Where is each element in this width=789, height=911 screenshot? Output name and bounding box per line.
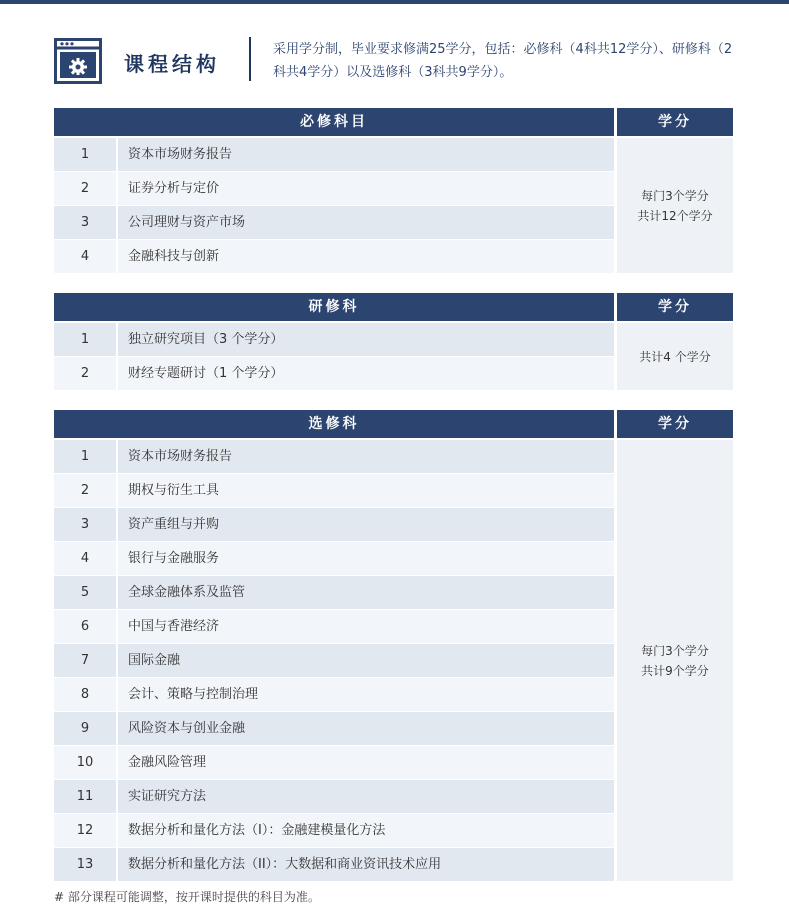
required-courses-table [54, 108, 733, 272]
course-name: 会计、策略与控制治理 [118, 678, 614, 711]
page-title: 课程结构 [124, 52, 220, 76]
credit-line: 共计9个学分 [641, 663, 709, 678]
table-row [54, 240, 614, 273]
credit-line: 每门3个学分 [641, 188, 709, 203]
table-row [54, 138, 614, 171]
table-row [54, 172, 614, 205]
table-row [54, 206, 614, 239]
row-number: 4 [54, 542, 116, 575]
row-number: 5 [54, 576, 116, 609]
row-number: 13 [54, 848, 116, 881]
course-name: 国际金融 [118, 644, 614, 677]
course-name: 证券分析与定价 [118, 172, 614, 205]
section-header [54, 34, 744, 86]
course-name: 金融科技与创新 [118, 240, 614, 273]
credit-line: 每门3个学分 [641, 643, 709, 658]
footnote: # 部分课程可能调整，按开课时提供的科目为准。 [54, 890, 320, 904]
row-number: 2 [54, 357, 116, 390]
row-number: 11 [54, 780, 116, 813]
research-heading: 研修科 [54, 293, 614, 321]
row-number: 2 [54, 172, 116, 205]
course-name: 数据分析和量化方法（II）：大数据和商业资讯技术应用 [118, 848, 614, 881]
course-name: 资产重组与并购 [118, 508, 614, 541]
elective-heading: 选修科 [54, 410, 614, 438]
course-name: 全球金融体系及监管 [118, 576, 614, 609]
header-divider [249, 37, 251, 81]
row-number: 9 [54, 712, 116, 745]
credit-line: 共计4 个学分 [639, 349, 711, 364]
required-heading: 必修科目 [54, 108, 614, 136]
row-number: 3 [54, 508, 116, 541]
row-number: 10 [54, 746, 116, 779]
table-row [54, 678, 614, 711]
table-row [54, 610, 614, 643]
row-number: 7 [54, 644, 116, 677]
top-accent-bar [0, 0, 789, 4]
course-name: 数据分析和量化方法（I）：金融建模量化方法 [118, 814, 614, 847]
table-row [54, 814, 614, 847]
course-name: 金融风险管理 [118, 746, 614, 779]
credit-heading: 学分 [617, 108, 733, 136]
table-row [54, 474, 614, 507]
table-row [54, 357, 614, 390]
table-header [54, 410, 733, 438]
table-header [54, 108, 733, 136]
table-row [54, 644, 614, 677]
row-number: 1 [54, 440, 116, 473]
table-row [54, 780, 614, 813]
elective-courses-table [54, 410, 733, 882]
browser-window-gear-icon [54, 38, 102, 84]
credit-heading: 学分 [617, 293, 733, 321]
credit-cell [617, 323, 733, 390]
course-name: 实证研究方法 [118, 780, 614, 813]
credit-cell [617, 440, 733, 881]
row-number: 4 [54, 240, 116, 273]
row-number: 2 [54, 474, 116, 507]
table-header [54, 293, 733, 321]
table-row [54, 323, 614, 356]
course-name: 期权与衍生工具 [118, 474, 614, 507]
course-name: 公司理财与资产市场 [118, 206, 614, 239]
row-number: 1 [54, 138, 116, 171]
row-number: 6 [54, 610, 116, 643]
course-name: 中国与香港经济 [118, 610, 614, 643]
row-number: 12 [54, 814, 116, 847]
row-number: 8 [54, 678, 116, 711]
course-name: 资本市场财务报告 [118, 138, 614, 171]
table-row [54, 440, 614, 473]
table-row [54, 848, 614, 881]
course-name: 风险资本与创业金融 [118, 712, 614, 745]
header-description: 采用学分制，毕业要求修满25学分，包括：必修科（4科共12学分）、研修科（2科共4学分）以及选修科（3科共9学分）。 [273, 42, 733, 80]
course-name: 财经专题研讨（1 个学分） [118, 357, 614, 390]
course-name: 银行与金融服务 [118, 542, 614, 575]
credit-heading: 学分 [617, 410, 733, 438]
course-name: 独立研究项目（3 个学分） [118, 323, 614, 356]
course-name: 资本市场财务报告 [118, 440, 614, 473]
table-row [54, 746, 614, 779]
credit-cell [617, 138, 733, 273]
table-row [54, 712, 614, 745]
research-courses-table [54, 293, 733, 389]
row-number: 1 [54, 323, 116, 356]
row-number: 3 [54, 206, 116, 239]
table-row [54, 508, 614, 541]
credit-line: 共计12个学分 [637, 208, 713, 223]
table-row [54, 576, 614, 609]
table-row [54, 542, 614, 575]
